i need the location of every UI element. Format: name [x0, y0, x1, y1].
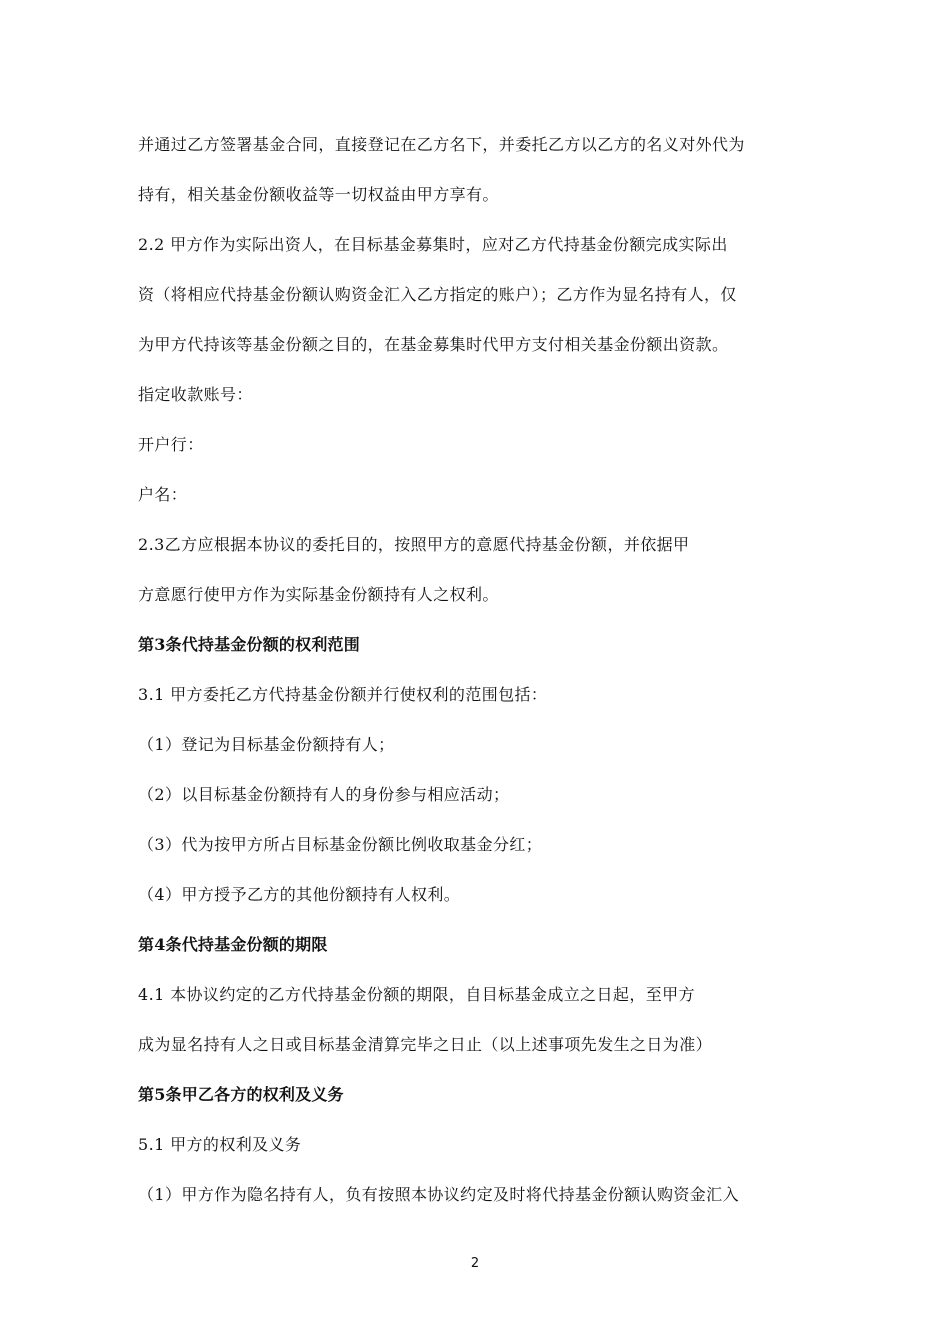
text-line: 指定收款账号：	[138, 385, 253, 404]
list-item: （3）代为按甲方所占目标基金份额比例收取基金分红；	[138, 835, 543, 854]
text-line: 户名：	[138, 485, 188, 504]
text-line: 4.1 本协议约定的乙方代持基金份额的期限，自目标基金成立之日起，至甲方	[138, 985, 695, 1004]
section-heading: 第4条代持基金份额的期限	[138, 935, 328, 954]
list-item: （1）甲方作为隐名持有人，负有按照本协议约定及时将代持基金份额认购资金汇入	[138, 1185, 739, 1204]
list-item: （1）登记为目标基金份额持有人；	[138, 735, 395, 754]
section-heading: 第3条代持基金份额的权利范围	[138, 635, 360, 654]
text-line: 2.3乙方应根据本协议的委托目的，按照甲方的意愿代持基金份额，并依据甲	[138, 535, 690, 554]
text-line: 方意愿行使甲方作为实际基金份额持有人之权利。	[138, 585, 499, 604]
section-heading: 第5条甲乙各方的权利及义务	[138, 1085, 344, 1104]
text-line: 开户行：	[138, 435, 204, 454]
list-item: （2）以目标基金份额持有人的身份参与相应活动；	[138, 785, 510, 804]
page-number: 2	[470, 1256, 480, 1271]
text-line: 3.1 甲方委托乙方代持基金份额并行使权利的范围包括：	[138, 685, 548, 704]
text-line: 2.2 甲方作为实际出资人，在目标基金募集时，应对乙方代持基金份额完成实际出	[138, 235, 728, 254]
list-item: （4）甲方授予乙方的其他份额持有人权利。	[138, 885, 461, 904]
text-line: 资（将相应代持基金份额认购资金汇入乙方指定的账户）；乙方作为显名持有人，仅	[138, 285, 737, 304]
text-line: 并通过乙方签署基金合同，直接登记在乙方名下，并委托乙方以乙方的名义对外代为	[138, 135, 745, 154]
text-line: 5.1 甲方的权利及义务	[138, 1135, 302, 1154]
text-line: 成为显名持有人之日或目标基金清算完毕之日止（以上述事项先发生之日为准）	[138, 1035, 713, 1054]
text-line: 持有，相关基金份额收益等一切权益由甲方享有。	[138, 185, 499, 204]
text-line: 为甲方代持该等基金份额之目的，在基金募集时代甲方支付相关基金份额出资款。	[138, 335, 729, 354]
